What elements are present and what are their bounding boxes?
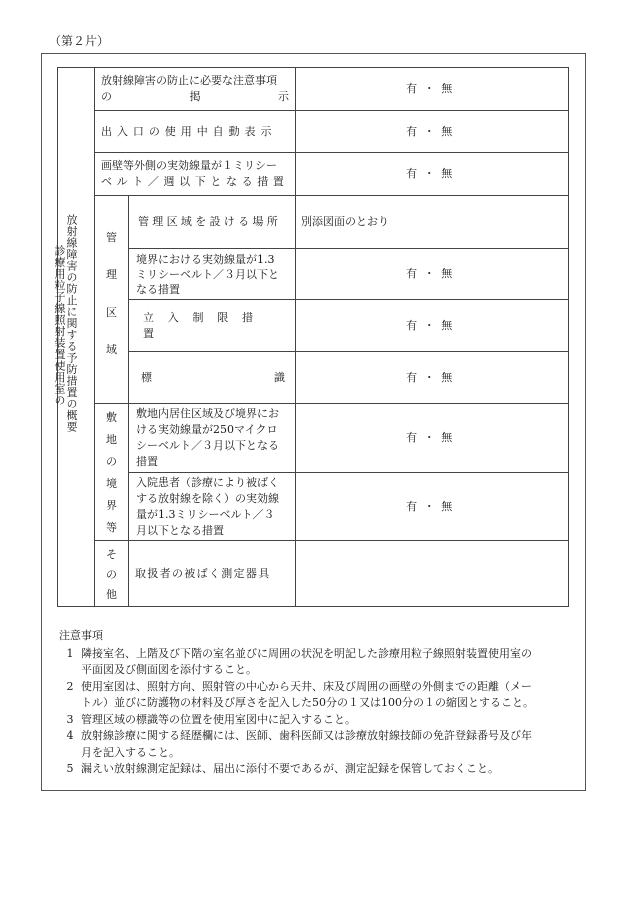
- residential-label: [129, 404, 295, 472]
- note-line: 管理区域の標識等の位置を使用室図中に記入すること。: [81, 712, 356, 726]
- sign-char: 識: [274, 370, 285, 384]
- sign-value[interactable]: 有・無: [406, 370, 459, 384]
- wall-measure-label: [95, 153, 295, 195]
- note-item: [59, 761, 579, 778]
- wall-measure-line2: ベルト／週以下となる措置: [101, 175, 289, 188]
- notice-label-line2: [101, 89, 289, 105]
- group-char: 管: [106, 230, 117, 244]
- note-line: 使用室図は、照射方向、照射管の中心から天井、床及び周囲の画壁の外側までの距離（メー: [81, 679, 532, 693]
- controlled-area-group: [95, 218, 128, 368]
- note-item: [59, 712, 579, 729]
- sign-char: 標: [141, 370, 152, 384]
- residential-line: ける実効線量が250マイクロ: [136, 423, 278, 436]
- notes-section: [59, 628, 579, 778]
- group-char: 区: [106, 305, 117, 319]
- note-text: [81, 712, 579, 729]
- other-group: [95, 544, 128, 604]
- note-text: [81, 728, 579, 761]
- note-text: [81, 761, 579, 778]
- group-char: 等: [106, 521, 117, 534]
- note-line: トル）並びに防護物の材料及び厚さを記入した50分の１又は100分の１の縮図とすること。: [81, 696, 534, 709]
- note-line: 放射線診療に関する経歴欄には、医師、歯科医師又は診療放射線技師の免許登録番号及び年: [81, 729, 532, 742]
- place-label: 管理区域を設ける場所: [138, 215, 281, 228]
- notes-title: 注意事項: [59, 629, 103, 642]
- place-value[interactable]: 別添図面のとおり: [301, 215, 389, 228]
- entry-label: 立入制限措置: [143, 310, 267, 340]
- notice-char: の: [101, 90, 112, 103]
- entry-value[interactable]: 有・無: [406, 318, 459, 332]
- section-title-line1: 放射線障害の防止に関する予防措置の概要: [65, 214, 78, 433]
- note-number: 4: [66, 729, 74, 742]
- inpatient-line: 量が1.3ミリシーベルト／３: [136, 507, 275, 521]
- note-text: [81, 646, 579, 679]
- notice-label: [95, 68, 295, 110]
- sheet-label: （第２片）: [49, 34, 110, 48]
- residential-line: 敷地内居住区域及び境界にお: [136, 407, 279, 420]
- group-char: 地: [106, 433, 117, 446]
- dosimeter-value[interactable]: [296, 541, 569, 607]
- group-char: 理: [106, 268, 117, 282]
- group-char: の: [106, 455, 117, 468]
- inpatient-line: する放射線を除く）の実効線: [136, 491, 279, 505]
- sign-label: [129, 352, 295, 403]
- inpatient-value[interactable]: 有・無: [406, 499, 459, 513]
- group-char: 境: [106, 477, 117, 490]
- boundary-line: ミリシーベルト／３月以下と: [136, 267, 279, 281]
- note-line: 月を記入すること。: [81, 745, 180, 759]
- inpatient-label: [129, 473, 295, 540]
- inpatient-line: 入院患者（診療により被ばく: [136, 475, 279, 489]
- note-text: [81, 679, 579, 712]
- note-line: 平面図及び側面図を添付すること。: [81, 663, 257, 676]
- site-boundary-group: [95, 406, 128, 538]
- measures-table: [53, 67, 569, 607]
- notice-value[interactable]: 有・無: [406, 82, 459, 95]
- section-title-line2: 診療用粒子線照射装置使用室の: [53, 245, 66, 406]
- group-char: 他: [106, 588, 117, 601]
- boundary-line: 境界における実効線量が1.3: [136, 252, 275, 266]
- wall-measure-value[interactable]: 有・無: [406, 167, 459, 180]
- group-char: そ: [106, 548, 117, 561]
- inpatient-line: 月以下となる措置: [136, 523, 224, 537]
- residential-line: 措置: [136, 455, 158, 468]
- residential-value[interactable]: 有・無: [406, 431, 459, 444]
- note-item: [59, 728, 579, 761]
- notice-char: 示: [278, 90, 289, 103]
- boundary-label: [129, 249, 295, 299]
- group-char: 界: [106, 499, 117, 512]
- notice-label-line1: 放射線障害の防止に必要な注意事項: [101, 74, 277, 87]
- residential-line: シーベルト／３月以下となる: [136, 439, 279, 452]
- note-number: 3: [66, 712, 74, 726]
- notice-char: 掲: [189, 90, 201, 103]
- note-item: [59, 679, 579, 712]
- note-line: 漏えい放射線測定記録は、届出に添付不要であるが、測定記録を保管しておくこと。: [81, 762, 499, 775]
- dosimeter-label: 取扱者の被ばく測定器具: [135, 567, 271, 580]
- note-item: [59, 646, 579, 679]
- note-number: 1: [66, 646, 74, 660]
- note-number: 2: [66, 679, 74, 693]
- boundary-line: なる措置: [136, 282, 180, 296]
- auto-display-value[interactable]: 有・無: [406, 124, 459, 138]
- note-number: 5: [66, 762, 74, 775]
- note-line: 隣接室名、上階及び下階の室名並びに周囲の状況を明記した診療用粒子線照射装置使用室の: [81, 646, 532, 660]
- auto-display-label: 出入口の使用中自動表示: [101, 124, 277, 138]
- wall-measure-line1: 画壁等外側の実効線量が１ミリシー: [101, 159, 277, 172]
- boundary-value[interactable]: 有・無: [406, 267, 459, 280]
- group-char: の: [106, 568, 117, 581]
- group-char: 域: [106, 343, 117, 357]
- group-char: 敷: [106, 411, 117, 424]
